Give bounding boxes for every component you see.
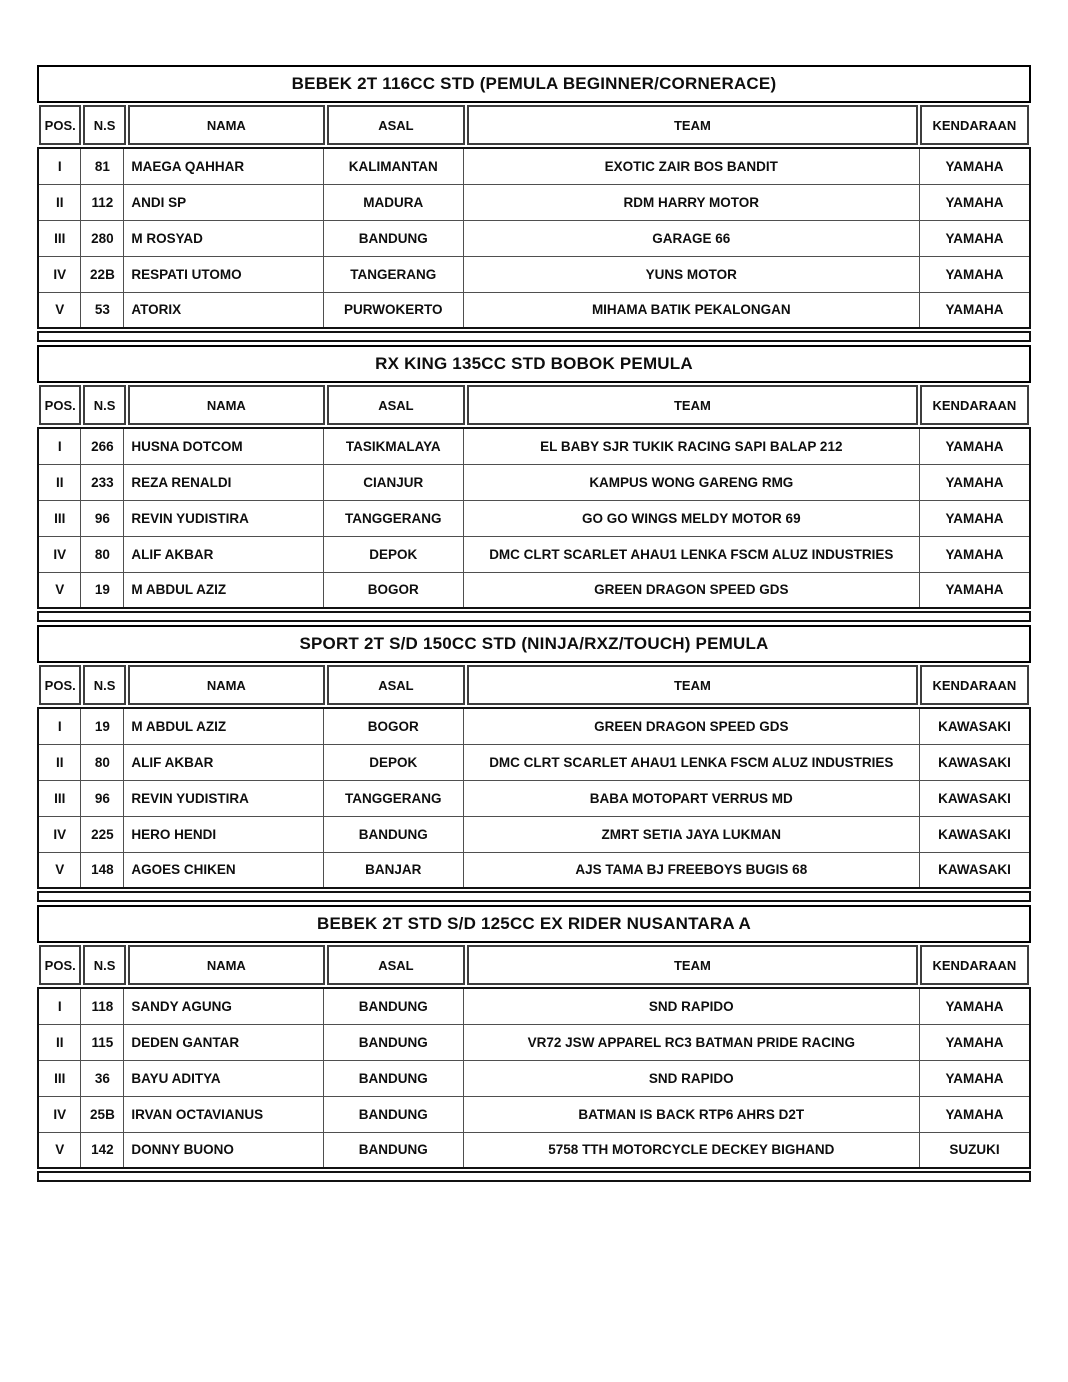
table-title: SPORT 2T S/D 150CC STD (NINJA/RXZ/TOUCH) PEMULA [37,625,1031,663]
vehicle-cell: YAMAHA [919,464,1030,500]
name-cell: ATORIX [124,292,323,328]
result-row [38,292,1030,328]
result-row [38,780,1030,816]
team-cell: 5758 TTH MOTORCYCLE DECKEY BIGHAND [463,1132,919,1168]
vehicle-cell: YAMAHA [919,184,1030,220]
origin-cell: BOGOR [323,708,463,744]
number-cell: 80 [81,744,124,780]
race-table-block [37,905,1031,1182]
vehicle-cell: YAMAHA [919,292,1030,328]
name-cell: HERO HENDI [124,816,323,852]
number-cell: 80 [81,536,124,572]
table-footer-strip [37,331,1031,342]
team-cell: RDM HARRY MOTOR [463,184,919,220]
origin-cell: CIANJUR [323,464,463,500]
position-cell: III [38,1060,81,1096]
origin-cell: BOGOR [323,572,463,608]
header-row [39,385,1029,425]
position-cell: III [38,220,81,256]
column-header-kendaraan: KENDARAAN [920,105,1029,145]
team-cell: BABA MOTOPART VERRUS MD [463,780,919,816]
table-title: BEBEK 2T 116CC STD (PEMULA BEGINNER/CORNERACE) [37,65,1031,103]
origin-cell: MADURA [323,184,463,220]
origin-cell: BANDUNG [323,1096,463,1132]
number-cell: 148 [81,852,124,888]
team-cell: YUNS MOTOR [463,256,919,292]
team-cell: EXOTIC ZAIR BOS BANDIT [463,148,919,184]
name-cell: AGOES CHIKEN [124,852,323,888]
result-row [38,464,1030,500]
column-header-nama: NAMA [128,385,325,425]
column-header-asal: ASAL [327,105,465,145]
origin-cell: BANDUNG [323,816,463,852]
column-header-team: TEAM [467,385,918,425]
column-header-kendaraan: KENDARAAN [920,385,1029,425]
result-row [38,1060,1030,1096]
team-cell: GREEN DRAGON SPEED GDS [463,708,919,744]
position-cell: III [38,780,81,816]
column-header-asal: ASAL [327,385,465,425]
result-row [38,428,1030,464]
name-cell: ALIF AKBAR [124,744,323,780]
column-header-asal: ASAL [327,665,465,705]
team-cell: VR72 JSW APPAREL RC3 BATMAN PRIDE RACING [463,1024,919,1060]
result-row [38,708,1030,744]
vehicle-cell: YAMAHA [919,428,1030,464]
vehicle-cell: YAMAHA [919,1096,1030,1132]
table-header [37,103,1031,147]
race-table-block [37,625,1031,902]
name-cell: IRVAN OCTAVIANUS [124,1096,323,1132]
number-cell: 142 [81,1132,124,1168]
origin-cell: KALIMANTAN [323,148,463,184]
position-cell: IV [38,536,81,572]
origin-cell: BANDUNG [323,1024,463,1060]
origin-cell: PURWOKERTO [323,292,463,328]
team-cell: DMC CLRT SCARLET AHAU1 LENKA FSCM ALUZ INDUSTRIES [463,744,919,780]
name-cell: REVIN YUDISTIRA [124,500,323,536]
result-row [38,536,1030,572]
column-header-nama: NAMA [128,105,325,145]
position-cell: IV [38,1096,81,1132]
result-row [38,816,1030,852]
column-header-kendaraan: KENDARAAN [920,945,1029,985]
result-row [38,1096,1030,1132]
vehicle-cell: YAMAHA [919,572,1030,608]
result-row [38,1024,1030,1060]
vehicle-cell: YAMAHA [919,1024,1030,1060]
table-header [37,943,1031,987]
results-table [37,707,1031,889]
name-cell: REVIN YUDISTIRA [124,780,323,816]
team-cell: MIHAMA BATIK PEKALONGAN [463,292,919,328]
vehicle-cell: YAMAHA [919,536,1030,572]
origin-cell: BANDUNG [323,988,463,1024]
team-cell: DMC CLRT SCARLET AHAU1 LENKA FSCM ALUZ INDUSTRIES [463,536,919,572]
result-row [38,256,1030,292]
number-cell: 36 [81,1060,124,1096]
result-row [38,744,1030,780]
vehicle-cell: YAMAHA [919,500,1030,536]
table-title: RX KING 135CC STD BOBOK PEMULA [37,345,1031,383]
race-table-block [37,65,1031,342]
result-row [38,500,1030,536]
number-cell: 96 [81,780,124,816]
vehicle-cell: YAMAHA [919,148,1030,184]
name-cell: SANDY AGUNG [124,988,323,1024]
header-row [39,945,1029,985]
team-cell: SND RAPIDO [463,988,919,1024]
result-row [38,988,1030,1024]
team-cell: GARAGE 66 [463,220,919,256]
column-header-nama: NAMA [128,945,325,985]
team-cell: GREEN DRAGON SPEED GDS [463,572,919,608]
number-cell: 225 [81,816,124,852]
vehicle-cell: KAWASAKI [919,744,1030,780]
origin-cell: TASIKMALAYA [323,428,463,464]
origin-cell: BANDUNG [323,1060,463,1096]
name-cell: DEDEN GANTAR [124,1024,323,1060]
header-row [39,665,1029,705]
table-footer-strip [37,1171,1031,1182]
number-cell: 25B [81,1096,124,1132]
name-cell: BAYU ADITYA [124,1060,323,1096]
team-cell: SND RAPIDO [463,1060,919,1096]
column-header-ns: N.S [83,945,125,985]
name-cell: MAEGA QAHHAR [124,148,323,184]
vehicle-cell: KAWASAKI [919,816,1030,852]
name-cell: DONNY BUONO [124,1132,323,1168]
name-cell: REZA RENALDI [124,464,323,500]
position-cell: V [38,852,81,888]
position-cell: II [38,1024,81,1060]
column-header-team: TEAM [467,945,918,985]
name-cell: M ABDUL AZIZ [124,708,323,744]
column-header-kendaraan: KENDARAAN [920,665,1029,705]
name-cell: M ABDUL AZIZ [124,572,323,608]
number-cell: 19 [81,708,124,744]
results-page [37,65,1031,1185]
origin-cell: TANGGERANG [323,500,463,536]
position-cell: V [38,572,81,608]
result-row [38,572,1030,608]
position-cell: I [38,428,81,464]
position-cell: II [38,184,81,220]
origin-cell: BANDUNG [323,220,463,256]
origin-cell: BANJAR [323,852,463,888]
position-cell: II [38,744,81,780]
number-cell: 19 [81,572,124,608]
name-cell: M ROSYAD [124,220,323,256]
vehicle-cell: KAWASAKI [919,852,1030,888]
column-header-pos: POS. [39,105,81,145]
position-cell: I [38,148,81,184]
number-cell: 280 [81,220,124,256]
position-cell: I [38,708,81,744]
column-header-pos: POS. [39,385,81,425]
team-cell: GO GO WINGS MELDY MOTOR 69 [463,500,919,536]
result-row [38,184,1030,220]
position-cell: I [38,988,81,1024]
position-cell: III [38,500,81,536]
results-table [37,147,1031,329]
race-table-block [37,345,1031,622]
column-header-pos: POS. [39,665,81,705]
column-header-team: TEAM [467,665,918,705]
number-cell: 266 [81,428,124,464]
position-cell: V [38,292,81,328]
table-header [37,383,1031,427]
vehicle-cell: KAWASAKI [919,780,1030,816]
vehicle-cell: YAMAHA [919,988,1030,1024]
team-cell: AJS TAMA BJ FREEBOYS BUGIS 68 [463,852,919,888]
vehicle-cell: YAMAHA [919,256,1030,292]
results-table [37,427,1031,609]
position-cell: IV [38,256,81,292]
column-header-nama: NAMA [128,665,325,705]
results-table [37,987,1031,1169]
number-cell: 81 [81,148,124,184]
result-row [38,148,1030,184]
name-cell: RESPATI UTOMO [124,256,323,292]
number-cell: 96 [81,500,124,536]
position-cell: II [38,464,81,500]
table-title: BEBEK 2T STD S/D 125CC EX RIDER NUSANTARA A [37,905,1031,943]
vehicle-cell: YAMAHA [919,220,1030,256]
number-cell: 22B [81,256,124,292]
team-cell: EL BABY SJR TUKIK RACING SAPI BALAP 212 [463,428,919,464]
column-header-ns: N.S [83,105,125,145]
column-header-ns: N.S [83,665,125,705]
origin-cell: DEPOK [323,744,463,780]
team-cell: KAMPUS WONG GARENG RMG [463,464,919,500]
result-row [38,852,1030,888]
header-row [39,105,1029,145]
column-header-pos: POS. [39,945,81,985]
number-cell: 53 [81,292,124,328]
number-cell: 118 [81,988,124,1024]
name-cell: ANDI SP [124,184,323,220]
vehicle-cell: KAWASAKI [919,708,1030,744]
column-header-asal: ASAL [327,945,465,985]
column-header-team: TEAM [467,105,918,145]
position-cell: IV [38,816,81,852]
origin-cell: BANDUNG [323,1132,463,1168]
position-cell: V [38,1132,81,1168]
team-cell: BATMAN IS BACK RTP6 AHRS D2T [463,1096,919,1132]
origin-cell: TANGERANG [323,256,463,292]
column-header-ns: N.S [83,385,125,425]
number-cell: 115 [81,1024,124,1060]
name-cell: HUSNA DOTCOM [124,428,323,464]
table-footer-strip [37,611,1031,622]
number-cell: 233 [81,464,124,500]
result-row [38,1132,1030,1168]
team-cell: ZMRT SETIA JAYA LUKMAN [463,816,919,852]
vehicle-cell: YAMAHA [919,1060,1030,1096]
number-cell: 112 [81,184,124,220]
name-cell: ALIF AKBAR [124,536,323,572]
table-footer-strip [37,891,1031,902]
vehicle-cell: SUZUKI [919,1132,1030,1168]
result-row [38,220,1030,256]
origin-cell: TANGGERANG [323,780,463,816]
origin-cell: DEPOK [323,536,463,572]
table-header [37,663,1031,707]
